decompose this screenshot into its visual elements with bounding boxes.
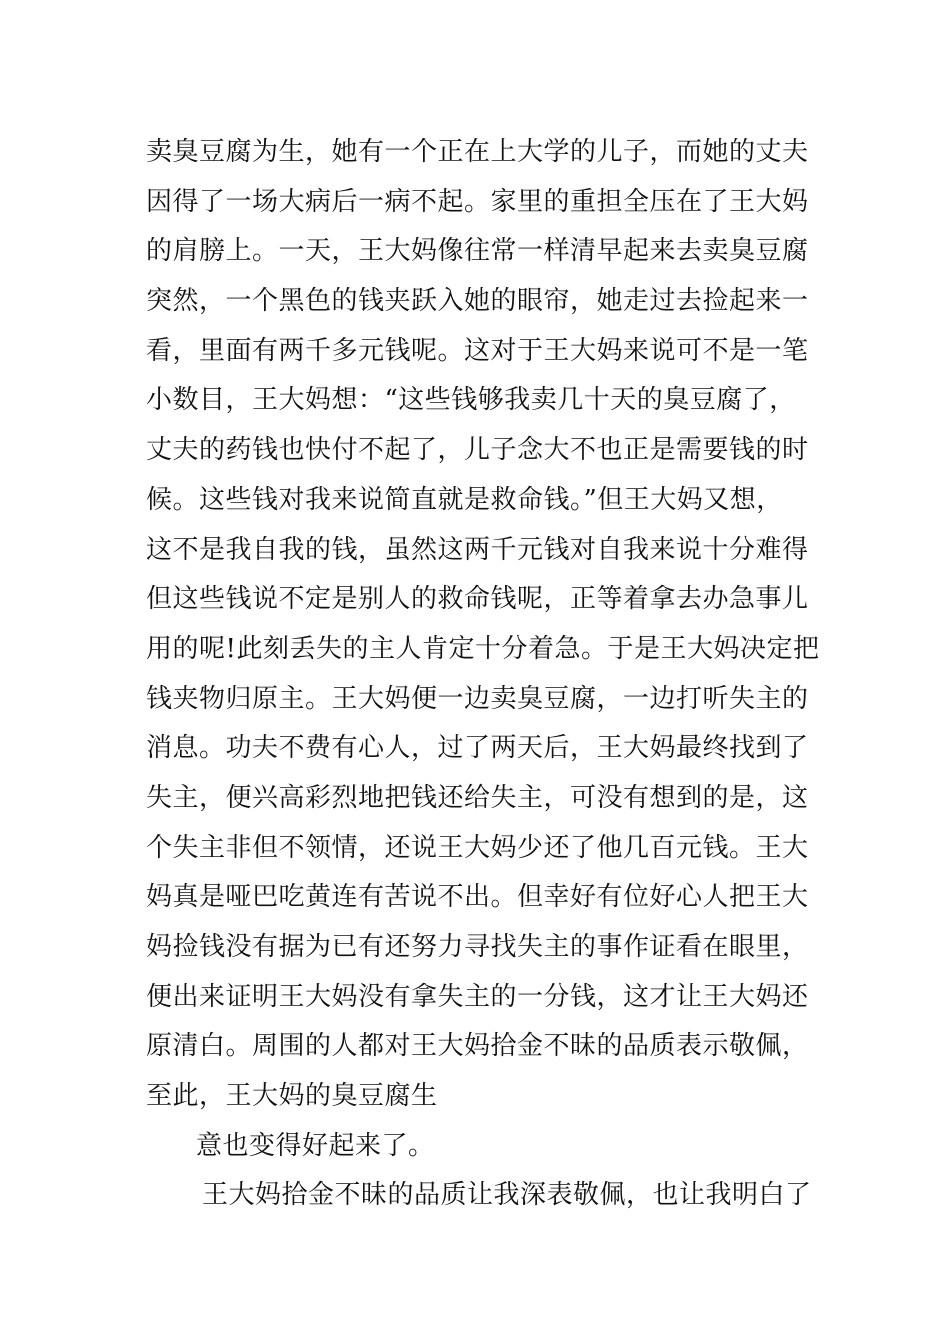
text-line: 个失主非但不领情，还说王大妈少还了他几百元钱。王大: [146, 832, 809, 863]
paragraph-line: 王大妈拾金不昧的品质让我深表敬佩，也让我明白了: [202, 1180, 812, 1211]
text-line: 妈捡钱没有据为已有还努力寻找失主的事作证看在眼里，: [146, 932, 809, 962]
text-line: 小数目，王大妈想：“这些钱够我卖几十天的臭豆腐了，: [146, 385, 796, 416]
text-line: 用的呢!此刻丢失的主人肯定十分着急。于是王大妈决定把: [146, 633, 820, 664]
text-line: 妈真是哑巴吃黄连有苦说不出。但幸好有位好心人把王大: [146, 882, 809, 913]
text-line: 突然，一个黑色的钱夹跃入她的眼帘，她走过去捡起来一: [146, 286, 809, 317]
text-line: 失主，便兴高彩烈地把钱还给失主，可没有想到的是，这: [146, 782, 809, 813]
text-line: 钱夹物归原主。王大妈便一边卖臭豆腐，一边打听失主的: [146, 683, 809, 714]
text-line: 至此，王大妈的臭豆腐生: [146, 1081, 438, 1112]
paragraph-line: 意也变得好起来了。: [196, 1130, 435, 1161]
text-line: 原清白。周围的人都对王大妈拾金不昧的品质表示敬佩，: [146, 1031, 809, 1062]
text-line: 但这些钱说不定是别人的救命钱呢，正等着拿去办急事儿: [146, 584, 809, 615]
text-line: 消息。功夫不费有心人，过了两天后，王大妈最终找到了: [146, 733, 809, 764]
text-line: 这不是我自我的钱，虽然这两千元钱对自我来说十分难得: [146, 534, 809, 565]
body-text: [146, 128, 820, 1221]
text-line: 看，里面有两千多元钱呢。这对于王大妈来说可不是一笔: [146, 335, 809, 366]
text-line: 便出来证明王大妈没有拿失主的一分钱，这才让王大妈还: [146, 981, 809, 1012]
text-line: 因得了一场大病后一病不起。家里的重担全压在了王大妈: [146, 186, 809, 217]
text-line: 卖臭豆腐为生，她有一个正在上大学的儿子，而她的丈夫: [146, 137, 809, 167]
text-line: 的肩膀上。一天，王大妈像往常一样清早起来去卖臭豆腐: [146, 236, 809, 267]
text-line: 候。这些钱对我来说简直就是救命钱。”但王大妈又想，: [146, 484, 783, 515]
text-line: 丈夫的药钱也快付不起了，儿子念大不也正是需要钱的时: [146, 435, 809, 466]
